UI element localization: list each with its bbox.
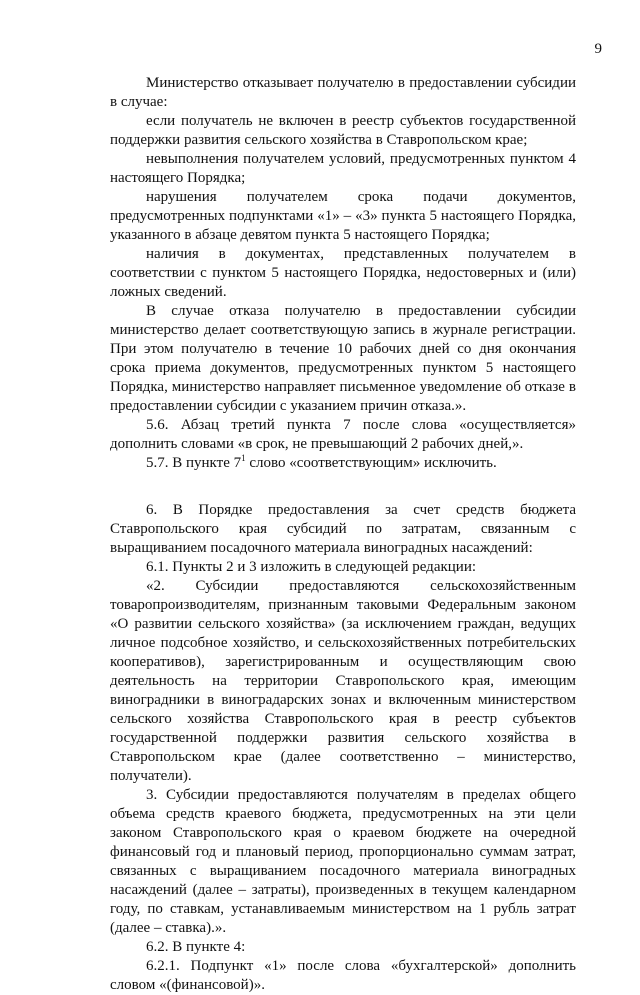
paragraph-refusal-intro: Министерство отказывает получателю в предоставлении субсидии в случае: <box>110 75 576 110</box>
paragraph-item-6-1: 6.1. Пункты 2 и 3 изложить в следующей редакции: <box>146 559 477 575</box>
paragraph-conditions-not-met: невыполнения получателем условий, предусмотренных пунктом 4 настоящего Порядка; <box>110 151 576 186</box>
paragraph-clause-3: 3. Субсидии предоставляются получателям в пределах общего объема средств краевого бюджета, предусмотренных на эти цели законом Ставропольского края о краевом бюджете на очередной финансовый год и плановый период, пропорционально суммам затрат, связанных с выращиванием посадочного материала виноградных насаждений (далее – затраты), произведенных в текущем календарном году, по ставкам, устанавливаемым министерством на 1 рубль затрат (далее – ставка).». <box>110 787 576 936</box>
item-5-7-superscript: 1 <box>241 453 246 463</box>
paragraph-item-5-7 <box>110 454 576 473</box>
paragraph-clause-2: «2. Субсидии предоставляются сельскохозяйственным товаропроизводителям, признанным таковыми Федеральным законом «О развитии сельского хозяйства» (за исключением граждан, ведущих личное подсобное хозяйство, и сельскохозяйственных потребительских кооперативов), зарегистрированным и осуществляющим свою деятельность на территории Ставропольского края, имеющим виноградники в виноградарских зонах и включенным министерством сельского хозяйства Ставропольского края в реестр субъектов государственной поддержки развития сельского хозяйства в Ставропольском крае (далее соответственно – министерство, получатели). <box>110 578 576 784</box>
item-5-7-after: слово «соответствующим» исключить. <box>245 455 497 471</box>
paragraph-item-6-2: 6.2. В пункте 4: <box>146 939 246 955</box>
paragraph-item-6-2-1: 6.2.1. Подпункт «1» после слова «бухгалтерской» дополнить словом «(финансовой)». <box>110 958 576 993</box>
paragraph-false-information: наличия в документах, представленных получателем в соответствии с пунктом 5 настоящего Порядка, недостоверных и (или) ложных сведений. <box>110 246 576 300</box>
paragraph-not-in-registry: если получатель не включен в реестр субъектов государственной поддержки развития сельского хозяйства в Ставропольском крае; <box>110 113 576 148</box>
paragraph-item-5-6: 5.6. Абзац третий пункта 7 после слова «осуществляется» дополнить словами «в срок, не превышающий 2 рабочих дней,». <box>110 417 576 452</box>
page-number: 9 <box>594 41 602 57</box>
paragraph-item-6: 6. В Порядке предоставления за счет средств бюджета Ставропольского края субсидий по затратам, связанным с выращиванием посадочного материала виноградных насаждений: <box>110 502 576 556</box>
document-body <box>110 74 576 995</box>
item-5-7-before: 5.7. В пункте 7 <box>146 455 242 471</box>
paragraph-deadline-violation: нарушения получателем срока подачи документов, предусмотренных подпунктами «1» – «3» пункта 5 настоящего Порядка, указанного в абзаце девятом пункта 5 настоящего Порядка; <box>110 189 576 243</box>
paragraph-refusal-procedure: В случае отказа получателю в предоставлении субсидии министерство делает соответствующую запись в журнале регистрации. При этом получателю в течение 10 рабочих дней со дня окончания срока приема документов, предусмотренных пунктом 5 настоящего Порядка, министерство направляет письменное уведомление об отказе в предоставлении субсидии с указанием причин отказа.». <box>110 303 576 414</box>
